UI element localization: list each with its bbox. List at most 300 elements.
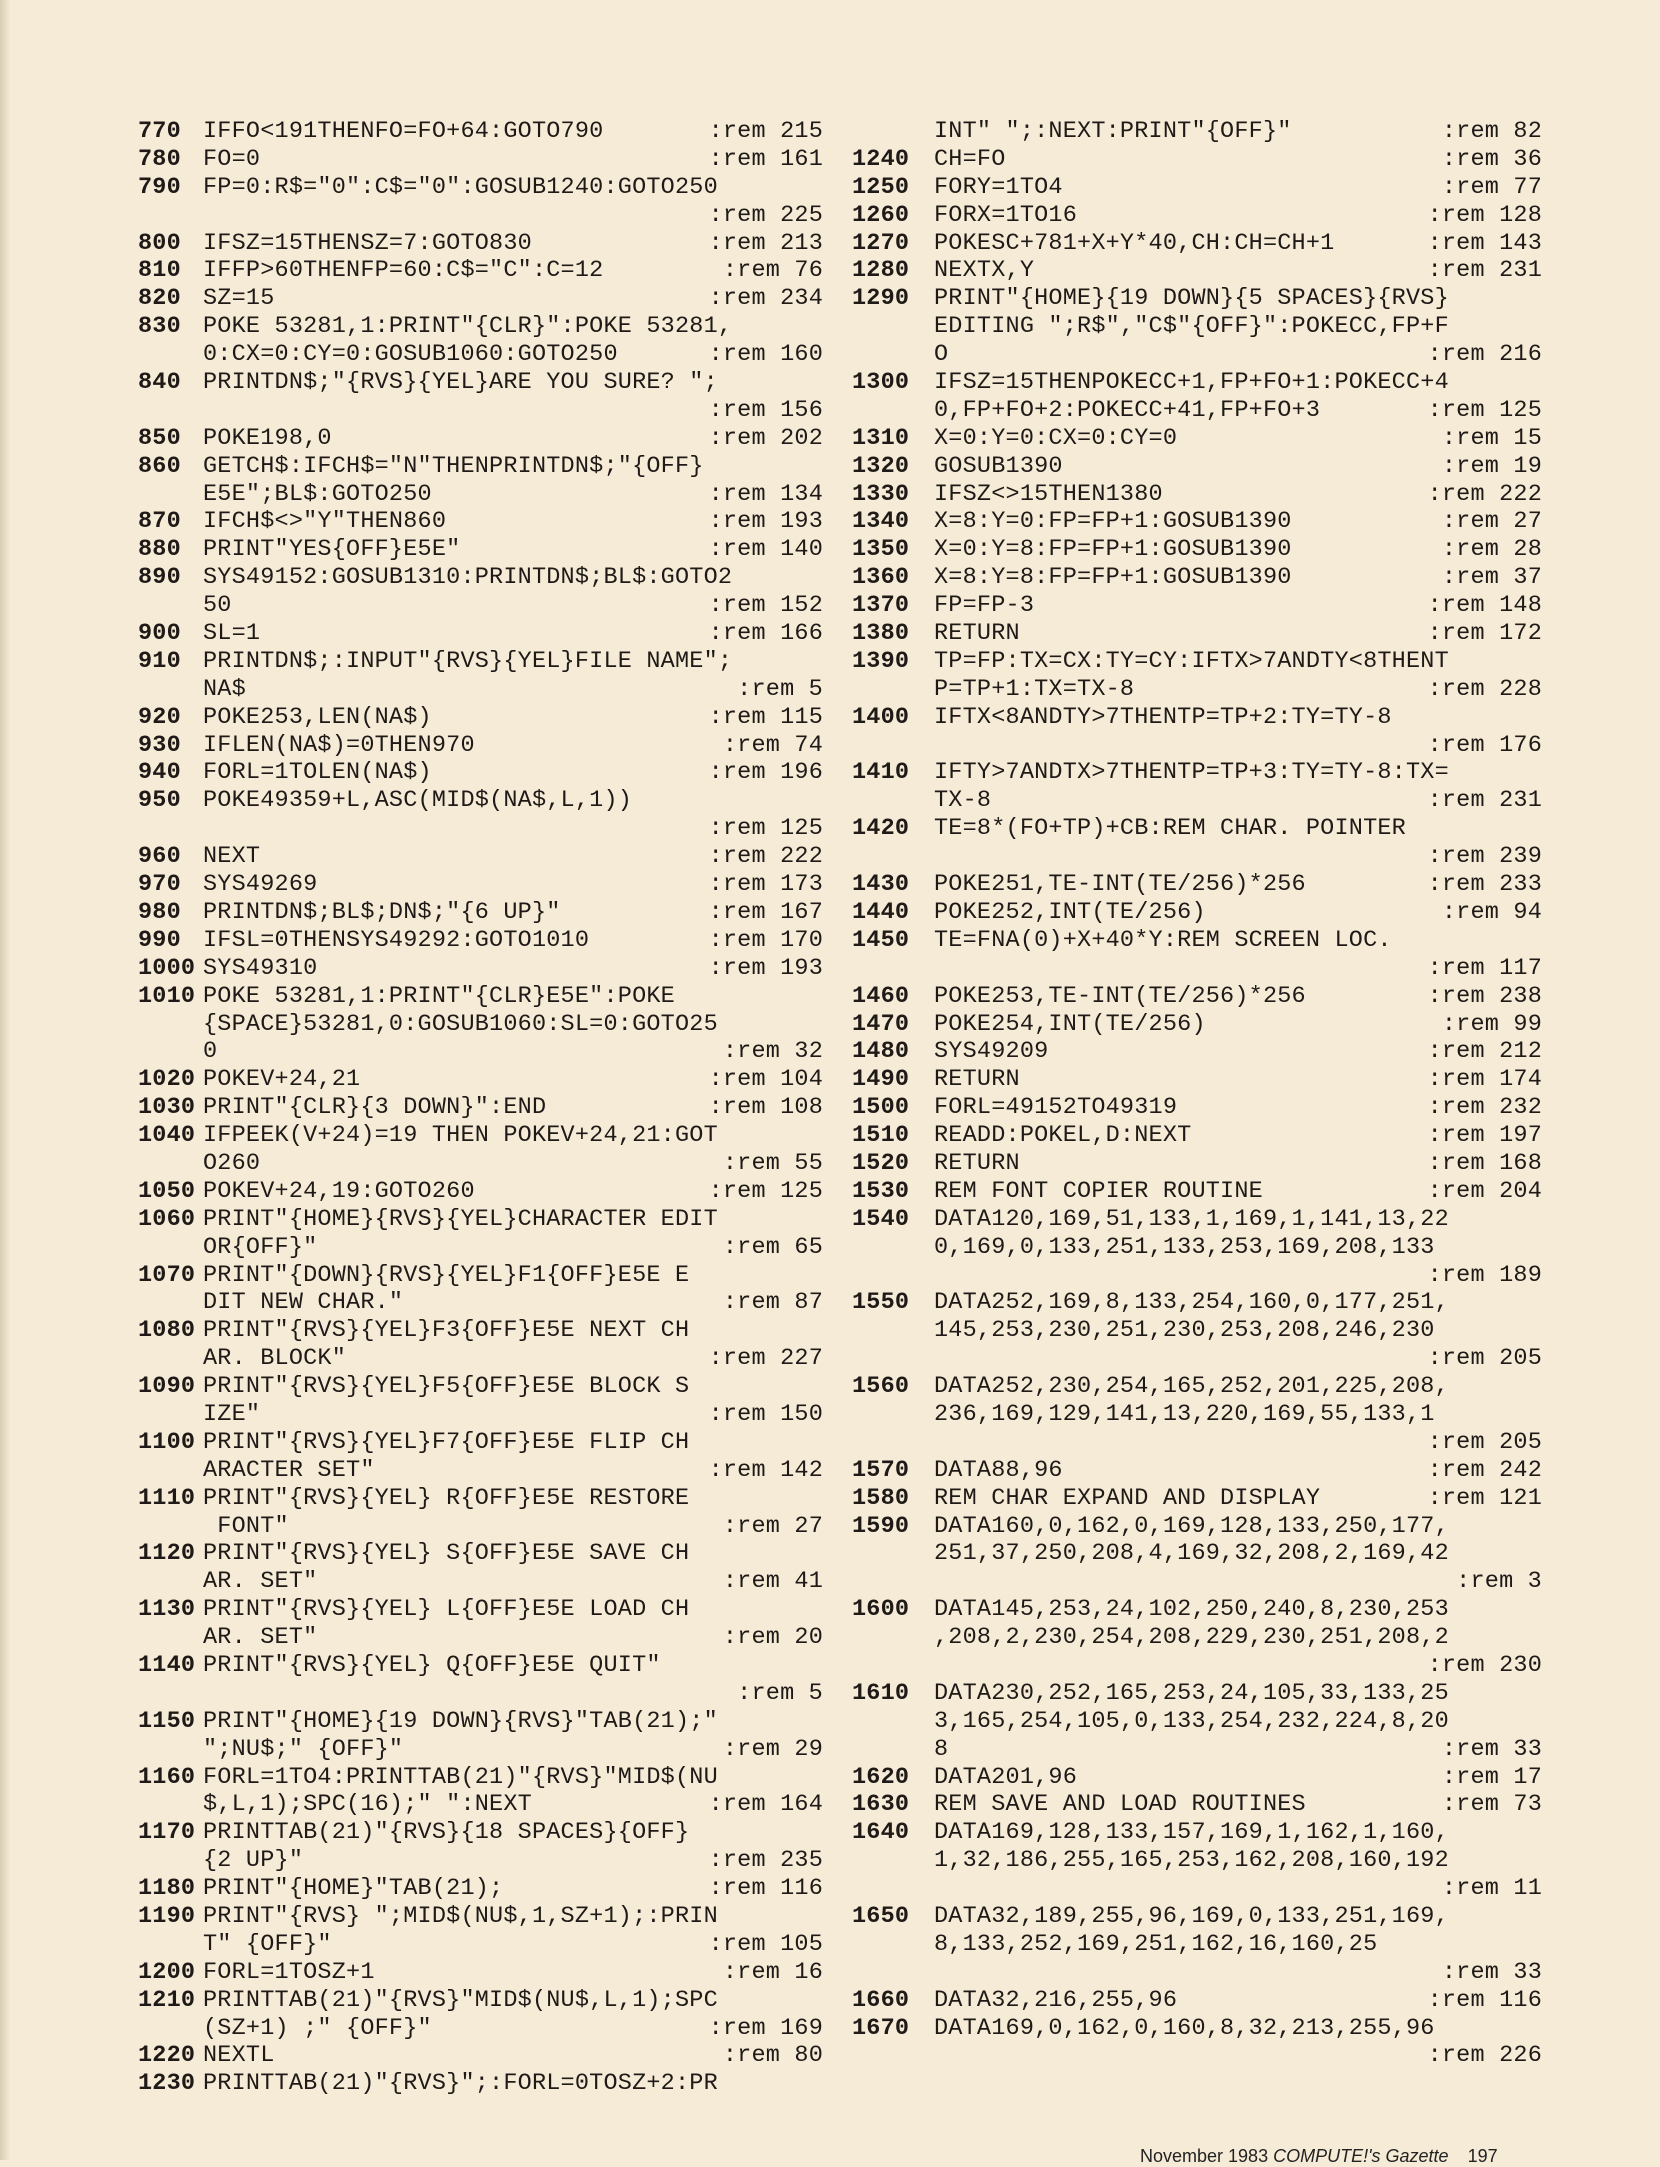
code-text: 0 — [203, 1038, 218, 1066]
code-line — [138, 676, 823, 704]
checksum-rem: :rem 205 — [1427, 1345, 1542, 1373]
code-line — [852, 1457, 1542, 1485]
line-number: 1390 — [852, 647, 910, 675]
code-text: IFSZ=15THENPOKECC+1,FP+FO+1:POKECC+4 — [934, 369, 1449, 397]
line-number: 1510 — [852, 1122, 910, 1150]
code-text: FORL=1TO4:PRINTTAB(21)"{RVS}"MID$(NU — [203, 1763, 718, 1791]
code-text: TX-8 — [934, 787, 992, 815]
code-line — [852, 843, 1542, 871]
code-line — [852, 1791, 1542, 1819]
code-line — [138, 1819, 823, 1847]
checksum-rem: :rem 233 — [1427, 871, 1542, 899]
line-number: 1310 — [852, 424, 910, 452]
line-number: 1260 — [852, 201, 910, 229]
line-number: 1020 — [138, 1066, 196, 1094]
checksum-rem: :rem 202 — [708, 424, 823, 452]
code-line — [138, 1764, 823, 1792]
code-text: PRINT"{RVS}{YEL}F3{OFF}E5E NEXT CH — [203, 1317, 690, 1345]
code-line — [852, 118, 1542, 146]
code-text: DATA252,230,254,165,252,201,225,208, — [934, 1373, 1449, 1401]
line-number: 1360 — [852, 564, 910, 592]
code-text: FORL=1TOSZ+1 — [203, 1958, 375, 1986]
code-line — [138, 1401, 823, 1429]
code-text: IFCH$<>"Y"THEN860 — [203, 508, 447, 536]
code-line — [138, 313, 823, 341]
code-line — [138, 1540, 823, 1568]
code-line — [138, 1373, 823, 1401]
checksum-rem: :rem 239 — [1427, 843, 1542, 871]
code-text: POKE253,TE-INT(TE/256)*256 — [934, 982, 1306, 1010]
code-text: AR. BLOCK" — [203, 1345, 347, 1373]
checksum-rem: :rem 168 — [1427, 1149, 1542, 1177]
code-line — [138, 787, 823, 815]
code-text: IFPEEK(V+24)=19 THEN POKEV+24,21:GOT — [203, 1122, 718, 1150]
code-text: 0,FP+FO+2:POKECC+41,FP+FO+3 — [934, 396, 1321, 424]
line-number: 1200 — [138, 1958, 196, 1986]
code-text: TE=FNA(0)+X+40*Y:REM SCREEN LOC. — [934, 926, 1392, 954]
code-text: POKE251,TE-INT(TE/256)*256 — [934, 871, 1306, 899]
code-line — [852, 1931, 1542, 1959]
line-number: 1030 — [138, 1094, 196, 1122]
line-number: 1220 — [138, 2042, 196, 2070]
code-text: PRINT"{HOME}{19 DOWN}{5 SPACES}{RVS} — [934, 285, 1449, 313]
code-line — [852, 1289, 1542, 1317]
code-line — [138, 1513, 823, 1541]
code-text: NA$ — [203, 675, 246, 703]
code-text: IFFP>60THENFP=60:C$="C":C=12 — [203, 257, 604, 285]
checksum-rem: :rem 156 — [708, 396, 823, 424]
line-number: 800 — [138, 229, 181, 257]
checksum-rem: :rem 76 — [722, 257, 823, 285]
code-line — [852, 230, 1542, 258]
line-number: 1500 — [852, 1094, 910, 1122]
line-number: 1300 — [852, 369, 910, 397]
code-line — [138, 1206, 823, 1234]
line-number: 950 — [138, 787, 181, 815]
code-line — [138, 397, 823, 425]
code-line — [852, 1680, 1542, 1708]
code-text: PRINTDN$;BL$;DN$;"{6 UP}" — [203, 898, 561, 926]
checksum-rem: :rem 215 — [708, 118, 823, 145]
code-text: FORL=49152TO49319 — [934, 1094, 1178, 1122]
code-line — [852, 676, 1542, 704]
code-text: POKE253,LEN(NA$) — [203, 703, 432, 731]
code-text: RETURN — [934, 620, 1020, 648]
line-number: 1660 — [852, 1986, 910, 2014]
code-text: DATA32,216,255,96 — [934, 1986, 1178, 2014]
code-line — [138, 174, 823, 202]
checksum-rem: :rem 108 — [708, 1094, 823, 1122]
code-line — [138, 341, 823, 369]
checksum-rem: :rem 121 — [1427, 1484, 1542, 1512]
code-text: GETCH$:IFCH$="N"THENPRINTDN$;"{OFF} — [203, 452, 704, 480]
code-text: 3,165,254,105,0,133,254,232,224,8,20 — [934, 1707, 1449, 1735]
code-line — [138, 1150, 823, 1178]
code-text: OR{OFF}" — [203, 1233, 318, 1261]
code-text: POKE 53281,1:PRINT"{CLR}E5E":POKE — [203, 982, 675, 1010]
checksum-rem: :rem 105 — [708, 1930, 823, 1958]
line-number: 1410 — [852, 759, 910, 787]
code-line — [138, 1987, 823, 2015]
line-number: 1600 — [852, 1596, 910, 1624]
code-text: O — [934, 341, 949, 369]
code-line — [138, 2015, 823, 2043]
code-text: FO=0 — [203, 145, 261, 173]
code-text: PRINTDN$;"{RVS}{YEL}ARE YOU SURE? "; — [203, 369, 718, 397]
code-text: IFLEN(NA$)=0THEN970 — [203, 731, 475, 759]
code-line — [852, 759, 1542, 787]
checksum-rem: :rem 197 — [1427, 1122, 1542, 1150]
checksum-rem: :rem 231 — [1427, 787, 1542, 815]
checksum-rem: :rem 170 — [708, 926, 823, 954]
code-text: PRINT"{CLR}{3 DOWN}":END — [203, 1094, 547, 1122]
code-line — [852, 1568, 1542, 1596]
code-text: FP=FP-3 — [934, 592, 1035, 620]
code-text: DATA169,128,133,157,169,1,162,1,160, — [934, 1819, 1449, 1847]
line-number: 1330 — [852, 480, 910, 508]
code-line — [138, 202, 823, 230]
line-number: 1670 — [852, 2014, 910, 2042]
checksum-rem: :rem 125 — [1427, 396, 1542, 424]
code-text: ARACTER SET" — [203, 1456, 375, 1484]
code-text: INT" ";:NEXT:PRINT"{OFF}" — [934, 118, 1292, 145]
code-text: SZ=15 — [203, 285, 275, 313]
code-line — [138, 899, 823, 927]
code-line — [852, 2042, 1542, 2070]
line-number: 930 — [138, 731, 181, 759]
code-line — [852, 1373, 1542, 1401]
code-text: DATA145,253,24,102,250,240,8,230,253 — [934, 1596, 1449, 1624]
checksum-rem: :rem 117 — [1427, 954, 1542, 982]
line-number: 770 — [138, 118, 181, 145]
checksum-rem: :rem 216 — [1427, 341, 1542, 369]
line-number: 1590 — [852, 1512, 910, 1540]
code-line — [138, 1680, 823, 1708]
code-line — [852, 620, 1542, 648]
code-line — [852, 955, 1542, 983]
code-line — [852, 1150, 1542, 1178]
code-text: FORX=1TO16 — [934, 201, 1078, 229]
code-text: IFSL=0THENSYS49292:GOTO1010 — [203, 926, 590, 954]
checksum-rem: :rem 213 — [708, 229, 823, 257]
line-number: 1320 — [852, 452, 910, 480]
checksum-rem: :rem 125 — [708, 1177, 823, 1205]
checksum-rem: :rem 161 — [708, 145, 823, 173]
code-line — [138, 230, 823, 258]
code-line — [138, 508, 823, 536]
code-line — [852, 1624, 1542, 1652]
code-text: SYS49310 — [203, 954, 318, 982]
code-line — [138, 453, 823, 481]
code-text: POKEV+24,19:GOTO260 — [203, 1177, 475, 1205]
code-text: IFSZ<>15THEN1380 — [934, 480, 1163, 508]
code-line — [852, 899, 1542, 927]
code-text: NEXT — [203, 843, 261, 871]
code-text: PRINT"{HOME}{RVS}{YEL}CHARACTER EDIT — [203, 1205, 718, 1233]
line-number: 1130 — [138, 1596, 196, 1624]
line-number: 1580 — [852, 1484, 910, 1512]
code-line — [138, 2070, 823, 2098]
code-line — [852, 732, 1542, 760]
line-number: 1210 — [138, 1986, 196, 2014]
line-number: 820 — [138, 285, 181, 313]
line-number: 1270 — [852, 229, 910, 257]
code-text: IFFO<191THENFO=FO+64:GOTO790 — [203, 118, 604, 145]
checksum-rem: :rem 16 — [722, 1958, 823, 1986]
code-text: TP=FP:TX=CX:TY=CY:IFTX>7ANDTY<8THENT — [934, 647, 1449, 675]
code-line — [138, 1875, 823, 1903]
code-line — [138, 1959, 823, 1987]
code-text: PRINT"{RVS}{YEL} S{OFF}E5E SAVE CH — [203, 1540, 690, 1568]
checksum-rem: :rem 20 — [722, 1624, 823, 1652]
code-text: PRINT"{RVS}{YEL} R{OFF}E5E RESTORE — [203, 1484, 690, 1512]
checksum-rem: :rem 242 — [1427, 1456, 1542, 1484]
code-text: IFTY>7ANDTX>7THENTP=TP+3:TY=TY-8:TX= — [934, 759, 1449, 787]
code-line — [138, 369, 823, 397]
checksum-rem: :rem 73 — [1441, 1791, 1542, 1819]
line-number: 1050 — [138, 1177, 196, 1205]
checksum-rem: :rem 152 — [708, 592, 823, 620]
line-number: 1140 — [138, 1651, 196, 1679]
checksum-rem: :rem 172 — [1427, 620, 1542, 648]
code-line — [138, 732, 823, 760]
checksum-rem: :rem 174 — [1427, 1066, 1542, 1094]
checksum-rem: :rem 116 — [1427, 1986, 1542, 2014]
code-text: IFSZ=15THENSZ=7:GOTO830 — [203, 229, 532, 257]
checksum-rem: :rem 80 — [722, 2042, 823, 2070]
line-number: 940 — [138, 759, 181, 787]
code-text: 236,169,129,141,13,220,169,55,133,1 — [934, 1400, 1435, 1428]
line-number: 1100 — [138, 1428, 196, 1456]
code-text: DATA201,96 — [934, 1763, 1078, 1791]
checksum-rem: :rem 173 — [708, 871, 823, 899]
code-line — [138, 1289, 823, 1317]
line-number: 1520 — [852, 1149, 910, 1177]
checksum-rem: :rem 134 — [708, 480, 823, 508]
code-line — [852, 1122, 1542, 1150]
line-number: 810 — [138, 257, 181, 285]
line-number: 1000 — [138, 954, 196, 982]
line-number: 980 — [138, 898, 181, 926]
code-line — [138, 1485, 823, 1513]
line-number: 1430 — [852, 871, 910, 899]
line-number: 1370 — [852, 592, 910, 620]
code-line — [138, 2042, 823, 2070]
code-line — [852, 146, 1542, 174]
line-number: 1280 — [852, 257, 910, 285]
code-text: READD:POKEL,D:NEXT — [934, 1122, 1192, 1150]
code-line — [852, 871, 1542, 899]
checksum-rem: :rem 41 — [722, 1568, 823, 1596]
code-line — [138, 955, 823, 983]
code-text: ";NU$;" {OFF}" — [203, 1735, 404, 1763]
code-line — [852, 1011, 1542, 1039]
code-line — [852, 1736, 1542, 1764]
checksum-rem: :rem 167 — [708, 898, 823, 926]
code-line — [138, 1429, 823, 1457]
code-line — [852, 704, 1542, 732]
checksum-rem: :rem 33 — [1441, 1958, 1542, 1986]
line-number: 1650 — [852, 1903, 910, 1930]
code-line — [852, 285, 1542, 313]
line-number: 1620 — [852, 1763, 910, 1791]
line-number: 1640 — [852, 1819, 910, 1847]
code-text: SL=1 — [203, 620, 261, 648]
checksum-rem: :rem 77 — [1441, 173, 1542, 201]
line-number: 1540 — [852, 1205, 910, 1233]
code-line — [852, 1959, 1542, 1987]
code-text: RETURN — [934, 1066, 1020, 1094]
line-number: 1110 — [138, 1484, 196, 1512]
checksum-rem: :rem 87 — [722, 1289, 823, 1317]
code-line — [852, 2015, 1542, 2043]
code-text: POKE198,0 — [203, 424, 332, 452]
code-line — [852, 508, 1542, 536]
checksum-rem: :rem 27 — [722, 1512, 823, 1540]
code-text: 8,133,252,169,251,162,16,160,25 — [934, 1930, 1378, 1958]
code-text: SYS49209 — [934, 1038, 1049, 1066]
line-number: 1480 — [852, 1038, 910, 1066]
line-number: 1040 — [138, 1122, 196, 1150]
checksum-rem: :rem 5 — [737, 675, 823, 703]
code-text: EDITING ";R$","C$"{OFF}":POKECC,FP+F — [934, 313, 1449, 341]
checksum-rem: :rem 37 — [1441, 564, 1542, 592]
checksum-rem: :rem 169 — [708, 2014, 823, 2042]
code-text: ,208,2,230,254,208,229,230,251,208,2 — [934, 1624, 1449, 1652]
code-line — [852, 1485, 1542, 1513]
code-line — [138, 1066, 823, 1094]
code-line — [852, 1206, 1542, 1234]
code-line — [852, 927, 1542, 955]
checksum-rem: :rem 222 — [708, 843, 823, 871]
code-text: REM CHAR EXPAND AND DISPLAY — [934, 1484, 1321, 1512]
code-text: 0:CX=0:CY=0:GOSUB1060:GOTO250 — [203, 341, 618, 369]
code-text: PRINT"{RVS}{YEL} Q{OFF}E5E QUIT" — [203, 1651, 661, 1679]
line-number: 1190 — [138, 1903, 196, 1930]
line-number: 790 — [138, 173, 181, 201]
line-number: 960 — [138, 843, 181, 871]
checksum-rem: :rem 234 — [708, 285, 823, 313]
code-line — [138, 1652, 823, 1680]
line-number: 1230 — [138, 2070, 196, 2098]
code-line — [852, 1875, 1542, 1903]
checksum-rem: :rem 33 — [1441, 1735, 1542, 1763]
code-line — [138, 481, 823, 509]
code-text: DATA160,0,162,0,169,128,133,250,177, — [934, 1512, 1449, 1540]
line-number: 1010 — [138, 982, 196, 1010]
code-text: T" {OFF}" — [203, 1930, 332, 1958]
code-text: PRINTTAB(21)"{RVS}";:FORL=0TOSZ+2:PR — [203, 2070, 718, 2098]
code-line — [852, 1819, 1542, 1847]
code-line — [852, 397, 1542, 425]
line-number: 880 — [138, 536, 181, 564]
checksum-rem: :rem 140 — [708, 536, 823, 564]
footer-page-number: 197 — [1467, 2146, 1498, 2166]
code-text: X=8:Y=0:FP=FP+1:GOSUB1390 — [934, 508, 1292, 536]
code-line — [138, 1708, 823, 1736]
line-number: 1400 — [852, 703, 910, 731]
code-line — [852, 592, 1542, 620]
checksum-rem: :rem 15 — [1441, 424, 1542, 452]
code-text: PRINT"{DOWN}{RVS}{YEL}F1{OFF}E5E E — [203, 1261, 690, 1289]
line-number: 830 — [138, 313, 181, 341]
code-text: POKESC+781+X+Y*40,CH:CH=CH+1 — [934, 229, 1335, 257]
code-line — [852, 202, 1542, 230]
code-line — [852, 341, 1542, 369]
code-text: $,L,1);SPC(16);" ":NEXT — [203, 1791, 532, 1819]
checksum-rem: :rem 94 — [1441, 898, 1542, 926]
code-text: PRINT"{RVS}{YEL}F7{OFF}E5E FLIP CH — [203, 1428, 690, 1456]
code-line — [138, 620, 823, 648]
code-line — [138, 1457, 823, 1485]
code-line — [138, 257, 823, 285]
checksum-rem: :rem 196 — [708, 759, 823, 787]
code-text: {SPACE}53281,0:GOSUB1060:SL=0:GOTO25 — [203, 1010, 718, 1038]
checksum-rem: :rem 3 — [1456, 1568, 1542, 1596]
code-text: E5E";BL$:GOTO250 — [203, 480, 432, 508]
code-text: REM SAVE AND LOAD ROUTINES — [934, 1791, 1306, 1819]
code-line — [852, 815, 1542, 843]
code-text: FORY=1TO4 — [934, 173, 1063, 201]
code-line — [852, 425, 1542, 453]
footer-magazine: COMPUTE!'s Gazette — [1273, 2146, 1449, 2166]
code-text: DIT NEW CHAR." — [203, 1289, 404, 1317]
line-number: 1440 — [852, 898, 910, 926]
code-text: PRINTTAB(21)"{RVS}{18 SPACES}{OFF} — [203, 1819, 690, 1847]
checksum-rem: :rem 36 — [1441, 145, 1542, 173]
code-text: PRINT"{RVS}{YEL}F5{OFF}E5E BLOCK S — [203, 1373, 690, 1401]
code-line — [138, 704, 823, 732]
checksum-rem: :rem 176 — [1427, 731, 1542, 759]
code-line — [138, 564, 823, 592]
line-number: 1090 — [138, 1373, 196, 1401]
line-number: 1460 — [852, 982, 910, 1010]
code-text: IZE" — [203, 1400, 261, 1428]
line-number: 1080 — [138, 1317, 196, 1345]
line-number: 860 — [138, 452, 181, 480]
checksum-rem: :rem 231 — [1427, 257, 1542, 285]
code-line — [138, 592, 823, 620]
code-text: AR. SET" — [203, 1568, 318, 1596]
code-line — [138, 1568, 823, 1596]
code-line — [138, 1624, 823, 1652]
code-line — [138, 983, 823, 1011]
checksum-rem: :rem 238 — [1427, 982, 1542, 1010]
code-line — [852, 1038, 1542, 1066]
code-text: 145,253,230,251,230,253,208,246,230 — [934, 1317, 1435, 1345]
line-number: 1060 — [138, 1205, 196, 1233]
line-number: 900 — [138, 620, 181, 648]
line-number: 990 — [138, 926, 181, 954]
code-text: X=8:Y=8:FP=FP+1:GOSUB1390 — [934, 564, 1292, 592]
checksum-rem: :rem 55 — [722, 1149, 823, 1177]
code-text: X=0:Y=8:FP=FP+1:GOSUB1390 — [934, 536, 1292, 564]
checksum-rem: :rem 11 — [1441, 1875, 1542, 1903]
checksum-rem: :rem 19 — [1441, 452, 1542, 480]
line-number: 870 — [138, 508, 181, 536]
code-text: DATA169,0,162,0,160,8,32,213,255,96 — [934, 2014, 1435, 2042]
checksum-rem: :rem 116 — [708, 1875, 823, 1903]
code-text: 0,169,0,133,251,133,253,169,208,133 — [934, 1233, 1435, 1261]
code-text: 1,32,186,255,165,253,162,208,160,192 — [934, 1847, 1449, 1875]
checksum-rem: :rem 5 — [737, 1679, 823, 1707]
line-number: 910 — [138, 647, 181, 675]
code-text: POKE252,INT(TE/256) — [934, 898, 1206, 926]
checksum-rem: :rem 193 — [708, 508, 823, 536]
code-line — [138, 425, 823, 453]
code-text: CH=FO — [934, 145, 1006, 173]
code-line — [852, 1652, 1542, 1680]
